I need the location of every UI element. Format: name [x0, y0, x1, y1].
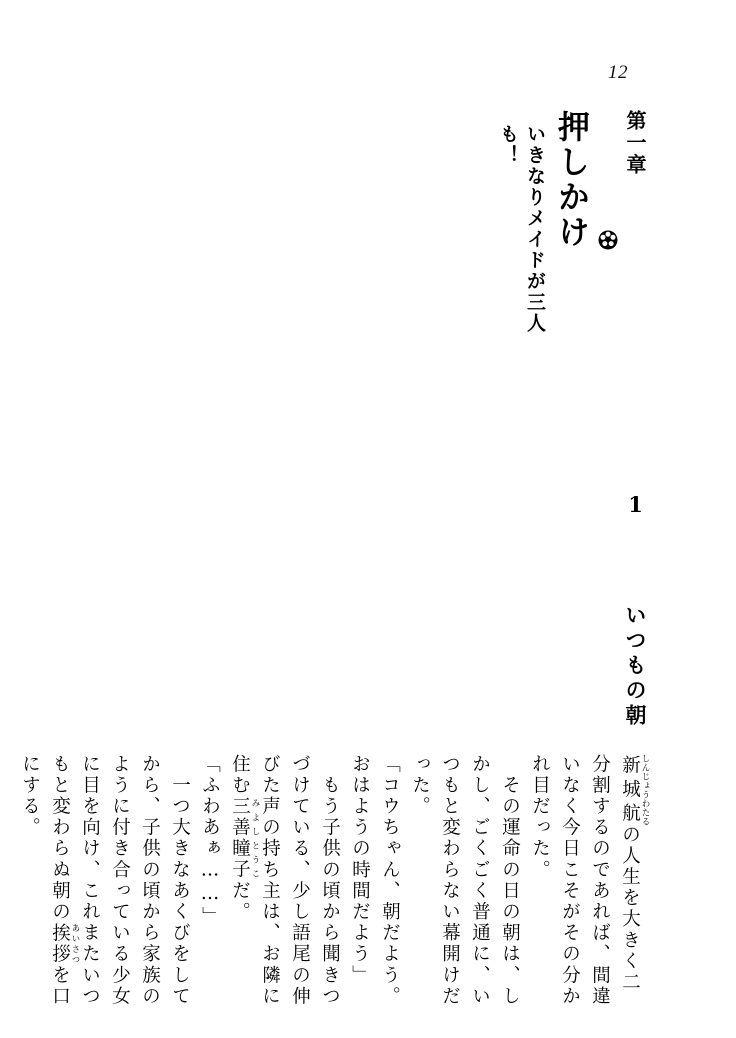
page-number: 12: [608, 62, 628, 83]
ruby-aisatsu: 挨拶 あいさつ: [49, 922, 80, 965]
chapter-title: 押しかけ: [553, 110, 591, 250]
paragraph: [225, 754, 345, 1010]
vertical-text-area: [19, 110, 650, 1010]
section-title: いつもの朝: [623, 603, 648, 729]
section-number: 1: [623, 491, 648, 521]
section-title-spacer: [623, 550, 648, 575]
paragraph-text: 「ふわあぁ……」: [199, 753, 221, 928]
paragraph-text: その運命の日の朝は、しかし、ごくごく普通に、いつもと変わらない幕開けだった。: [409, 753, 521, 1008]
paragraph: [15, 754, 195, 1010]
chapter-subtitle: いきなりメイドが三人も！: [497, 124, 546, 334]
body-text: [15, 754, 651, 1010]
flower-ornament-icon: [595, 227, 621, 253]
ruby-miyoshi-touko: 三善瞳子 みよしとうこ: [229, 796, 260, 881]
ruby-shinjou-wataru: 新城航 しんじょうわたる: [619, 753, 650, 826]
paragraph-text: の人生を大きく二分割するのであれば、間違いなく今日こそがその分かれ目だった。: [529, 753, 641, 1008]
paragraph-text: もう子供の頃から聞きつづけている、少し語尾の伸びた声の持ち主は、お隣に住む: [229, 753, 341, 1008]
paragraph: [525, 754, 651, 1010]
paragraph: [405, 754, 525, 1010]
paragraph-text: だ。: [229, 880, 251, 923]
paragraph-text: を口にする。: [19, 753, 71, 1008]
chapter-heading: [495, 110, 650, 372]
paragraph-text: 一つ大きなあくびをしてから、子供の頃から家族のように付き合っている少女に目を向け、これまたいつもと変わらぬ朝の: [49, 753, 191, 1008]
paragraph: [195, 754, 225, 1010]
paragraph: [345, 754, 405, 1010]
paragraph-text: 「コウちゃん、朝だよう。おはようの時間だよう」: [349, 753, 401, 1008]
section-heading: [620, 492, 650, 754]
chapter-label: 第一章: [623, 110, 647, 176]
